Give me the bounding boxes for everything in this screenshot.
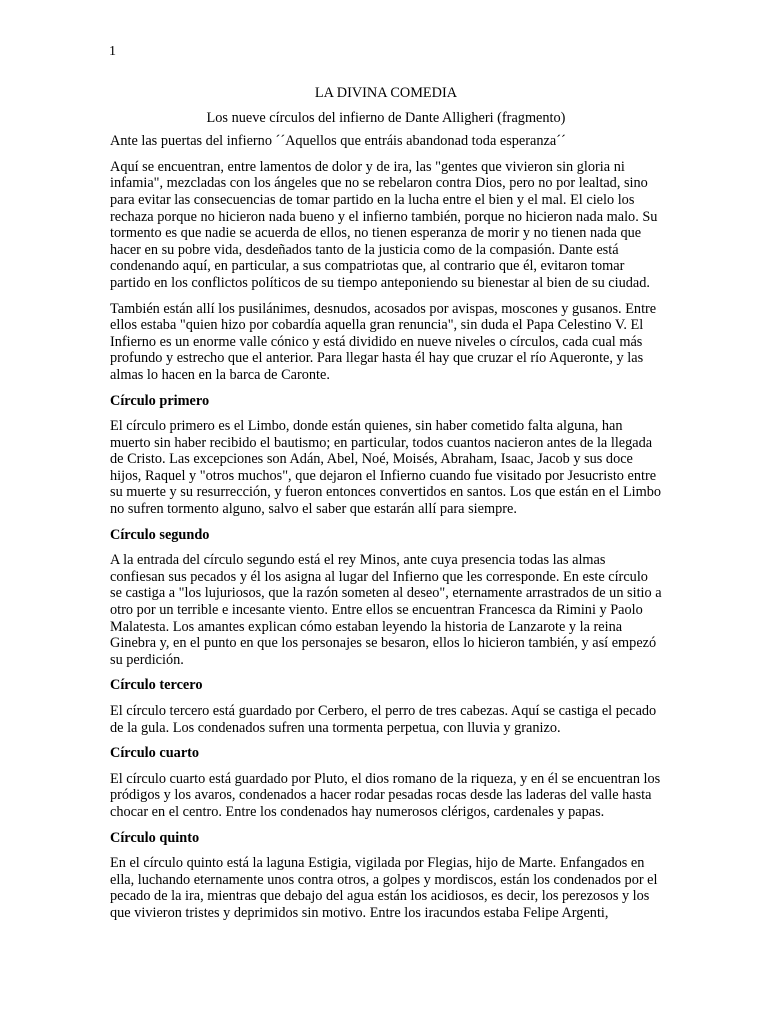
intro-line: Ante las puertas del infierno ´´Aquellos que entráis abandonad toda esperanza´´: [110, 133, 566, 150]
section-text: El círculo cuarto está guardado por Pluto, el dios romano de la riqueza, y en él se encuentran los pródigos y los avaros, condenados a hacer rodar pesadas rocas desde las laderas del valle hasta chocar en el centro. Entre los condenados hay numerosos clérigos, cardenales y papas.: [110, 770, 661, 820]
page-number: 1: [109, 44, 116, 59]
section-heading: Círculo quinto: [110, 829, 200, 846]
section-heading: Círculo tercero: [110, 677, 203, 694]
section-heading: Círculo cuarto: [110, 745, 200, 762]
document-title: LA DIVINA COMEDIA: [314, 85, 458, 101]
section-heading: Círculo segundo: [110, 526, 210, 543]
section-text: El círculo tercero está guardado por Cerbero, el perro de tres cabezas. Aquí se castiga el pecado de la gula. Los condenados sufren una tormenta perpetua, con lluvia y granizo.: [110, 703, 657, 736]
document-body: [110, 85, 662, 922]
paragraph: Aquí se encuentran, entre lamentos de dolor y de ira, las "gentes que vivieron sin gloria ni infamia", mezcladas con los ángeles que no se rebelaron contra Dios, pero no por lealtad, sino para evitar las consecuencias de tomar partido en la lucha entre el bien y el mal. El cielo los rechaza porque no hicieron nada bueno y el infierno también, porque no hicieron nada malo. Su tormento es que nadie se acuerda de ellos, no tienen esperanza de morir y no tienen nada que hacer en su pobre vida, desdeñados tanto de la justicia como de la compasión. Dante está condenando aquí, en particular, a sus compatriotas que, al contrario que él, evitaron tomar partido en los conflictos políticos de su tiempo anteponiendo su bienestar al bien de su ciudad.: [110, 158, 658, 291]
section-heading: Círculo primero: [110, 392, 210, 409]
section-text: A la entrada del círculo segundo está el rey Minos, ante cuya presencia todas las almas confiesan sus pecados y él los asigna al lugar del Infierno que les corresponde. En este círculo se castiga a "los lujuriosos, que la razón someten al deseo", eternamente arrastrados de un sitio a otro por un terrible e incesante viento. Entre ellos se encuentran Francesca da Rimini y Paolo Malatesta. Los amantes explican cómo estaban leyendo la historia de Lanzarote y la reina Ginebra y, en el punto en que los personajes se besaron, ellos lo hicieron también, y así empezó su perdición.: [110, 552, 662, 668]
document-subtitle: Los nueve círculos del infierno de Dante Alligheri (fragmento): [206, 109, 566, 126]
section-text: En el círculo quinto está la laguna Estigia, vigilada por Flegias, hijo de Marte. Enfangados en ella, luchando eternamente unos contra otros, a golpes y mordiscos, están los condenados por el pecado de la ira, mientras que debajo del agua están los acidiosos, es decir, los perezosos y los que vivieron tristes y deprimidos sin motivo. Entre los iracundos estaba Felipe Argenti,: [110, 855, 658, 921]
section-text: El círculo primero es el Limbo, donde están quienes, sin haber cometido falta alguna, han muerto sin haber recibido el bautismo; en particular, todos cuantos nacieron antes de la llegada de Cristo. Las excepciones son Adán, Abel, Noé, Moisés, Abraham, Isaac, Jacob y sus doce hijos, Raquel y "otros muchos", que dejaron el Infierno cuando fue visitado por Jesucristo entre su muerte y su resurrección, y fueron entonces convertidos en santos. Los que están en el Limbo no sufren tormento alguno, salvo el saber que estarán allí para siempre.: [110, 418, 662, 518]
paragraph: También están allí los pusilánimes, desnudos, acosados por avispas, moscones y gusanos. Entre ellos estaba "quien hizo por cobardía aquella gran renuncia", sin duda el Papa Celestino V. El Infierno es un enorme valle cónico y está dividido en nueve niveles o círculos, cada cual más profundo y estrecho que el anterior. Para llegar hasta él hay que cruzar el río Aqueronte, y las almas lo hacen en la barca de Caronte.: [110, 300, 657, 383]
